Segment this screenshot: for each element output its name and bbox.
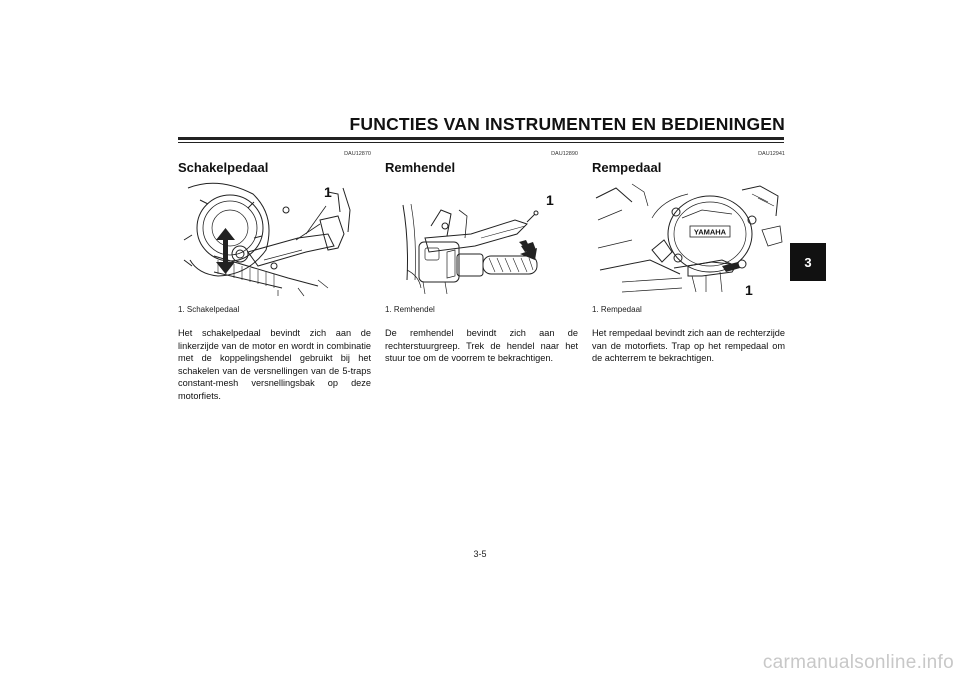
figure-caption: 1. Remhendel [385, 305, 435, 314]
header-rule-thin [178, 142, 784, 143]
doc-code: DAU12941 [758, 151, 785, 157]
page-number: 3-5 [473, 549, 487, 559]
header-rule [178, 137, 784, 140]
section-shift-pedal [178, 150, 371, 403]
body-paragraph: Het rempedaal bevindt zich aan de rechterzijde van de motorfiets. Trap op het rempedaal om de achterrem te bekrachtigen. [592, 328, 785, 364]
section-title: Rempedaal [592, 160, 662, 175]
shift-pedal-illustration [178, 180, 371, 298]
rear-brake-pedal-illustration [592, 180, 785, 298]
brake-lever-illustration [385, 180, 578, 298]
callout-number: 1 [745, 282, 753, 298]
watermark[interactable]: carmanualsonline.info [762, 652, 954, 673]
section-title: Remhendel [385, 160, 456, 175]
figure-caption: 1. Rempedaal [592, 305, 642, 314]
yamaha-logo-text: YAMAHA [693, 227, 727, 237]
doc-code: DAU12870 [344, 151, 371, 157]
callout-number: 1 [546, 192, 554, 208]
page-title: FUNCTIES VAN INSTRUMENTEN EN BEDIENINGEN [349, 114, 785, 134]
section-title: Schakelpedaal [178, 160, 269, 175]
section-brake-lever [385, 150, 578, 365]
callout-number: 1 [324, 184, 332, 200]
body-paragraph: De remhendel bevindt zich aan de rechterstuurgreep. Trek de hendel naar het stuur toe om de voorrem te bekrachtigen. [385, 328, 578, 364]
chapter-tab[interactable]: 3 [790, 243, 826, 281]
doc-code: DAU12890 [551, 151, 578, 157]
body-paragraph: Het schakelpedaal bevindt zich aan de linkerzijde van de motor en wordt in combinatie met de koppelingshendel gebruikt bij het schakelen van de versnellingen van de 5-traps constant-mesh versnellingsbak op deze motorfiets. [178, 328, 371, 401]
section-rear-brake-pedal [592, 150, 785, 365]
figure-caption: 1. Schakelpedaal [178, 305, 240, 314]
